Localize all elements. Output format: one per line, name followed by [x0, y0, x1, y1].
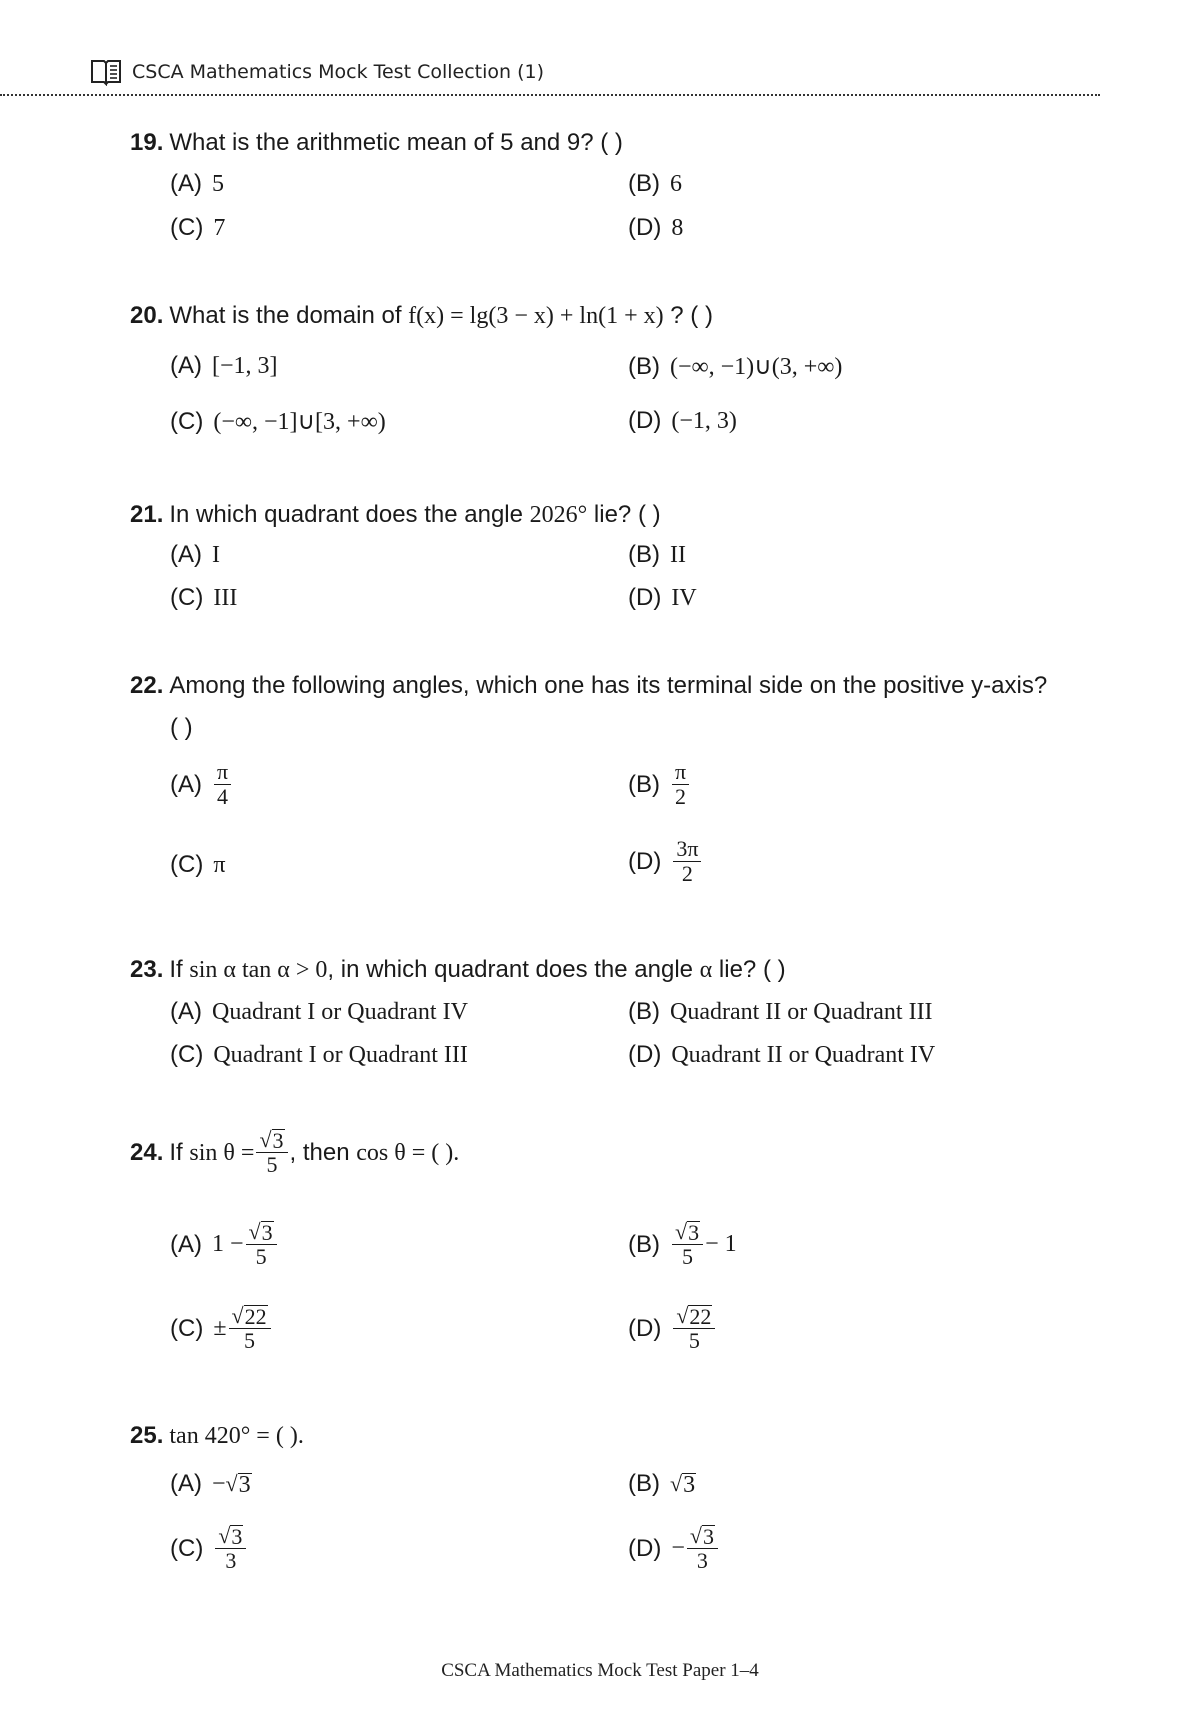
option-19-c[interactable] — [170, 214, 225, 242]
option-label: (C) — [170, 1534, 204, 1562]
fraction — [687, 1524, 718, 1573]
option-label: (C) — [170, 584, 204, 611]
question-24 — [130, 1128, 1120, 1177]
option-23-b[interactable] — [628, 998, 933, 1026]
option-label: (C) — [170, 214, 204, 241]
option-value: Quadrant I or Quadrant IV — [212, 998, 468, 1025]
denominator: 4 — [217, 784, 229, 809]
option-22-b[interactable] — [628, 760, 691, 809]
radicand: 22 — [689, 1304, 712, 1329]
square-root: √ 3 — [689, 1523, 714, 1549]
fraction — [246, 1220, 277, 1269]
option-label: (D) — [628, 407, 662, 434]
question-symbol: α — [699, 957, 713, 983]
question-23 — [130, 953, 1120, 987]
question-25 — [130, 1419, 1120, 1453]
question-text: If — [169, 956, 183, 983]
option-22-a[interactable] — [170, 760, 233, 809]
option-value: Quadrant I or Quadrant III — [213, 1041, 468, 1068]
option-21-d[interactable] — [628, 584, 697, 612]
square-root: √ 3 — [675, 1219, 700, 1245]
option-25-b[interactable] — [628, 1470, 696, 1498]
square-root: √ 3 — [248, 1219, 273, 1245]
option-value: 8 — [671, 214, 684, 241]
option-label: (D) — [628, 847, 662, 875]
option-label: (B) — [628, 170, 660, 197]
radicand: 3 — [688, 1220, 700, 1245]
option-label: (A) — [170, 352, 202, 379]
option-value: 7 — [213, 214, 226, 241]
fraction — [672, 760, 689, 809]
question-number: 23. — [130, 956, 164, 983]
option-value: III — [213, 584, 238, 611]
option-label: (D) — [628, 1314, 662, 1342]
option-label: (C) — [170, 1041, 204, 1068]
radicand: 3 — [261, 1220, 273, 1245]
denominator: 5 — [255, 1244, 267, 1269]
option-22-c[interactable] — [170, 851, 225, 879]
option-19-a[interactable] — [170, 170, 224, 198]
option-value: (−∞, −1]∪[3, +∞) — [213, 409, 386, 435]
question-text-mid: , then — [289, 1138, 350, 1166]
option-20-d[interactable] — [628, 407, 737, 435]
option-21-c[interactable] — [170, 584, 237, 612]
question-text: What is the domain of — [169, 302, 402, 329]
fraction — [215, 1524, 246, 1573]
option-label: (A) — [170, 998, 202, 1025]
question-formula: sin α tan α > 0 — [189, 957, 328, 983]
option-label: (A) — [170, 541, 202, 568]
square-root: √ 22 — [676, 1303, 712, 1329]
radicand: 3 — [238, 1472, 251, 1498]
option-prefix: − — [671, 1535, 685, 1561]
denominator: 2 — [681, 861, 693, 886]
option-label: (B) — [628, 352, 660, 380]
option-19-d[interactable] — [628, 214, 683, 242]
option-23-c[interactable] — [170, 1041, 468, 1069]
option-label: (D) — [628, 1534, 662, 1562]
fraction — [214, 760, 231, 809]
question-number: 19. — [130, 129, 164, 156]
option-19-b[interactable] — [628, 170, 682, 198]
option-23-a[interactable] — [170, 998, 468, 1026]
option-value: Quadrant II or Quadrant III — [670, 998, 933, 1025]
question-number: 22. — [130, 672, 164, 699]
question-20 — [130, 299, 1120, 333]
option-24-b[interactable] — [628, 1220, 737, 1269]
question-19 — [130, 126, 1120, 160]
question-formula: sin θ = — [189, 1139, 255, 1166]
fraction — [673, 837, 701, 886]
square-root: √ 3 — [225, 1471, 251, 1498]
option-label: (B) — [628, 770, 660, 798]
question-text: In which quadrant does the angle — [169, 501, 523, 528]
square-root: √ 22 — [231, 1303, 267, 1329]
option-label: (A) — [170, 1470, 202, 1497]
fraction — [256, 1128, 287, 1177]
option-label: (B) — [628, 1470, 660, 1497]
option-25-a[interactable] — [170, 1470, 252, 1498]
question-number: 20. — [130, 302, 164, 329]
option-25-d[interactable] — [628, 1524, 720, 1573]
option-label: (B) — [628, 1230, 660, 1258]
option-value: Quadrant II or Quadrant IV — [671, 1041, 936, 1068]
question-number: 25. — [130, 1422, 164, 1449]
option-label: (C) — [170, 851, 204, 878]
question-blank: cos θ = ( ). — [356, 1139, 460, 1166]
square-root: √ 3 — [218, 1523, 243, 1549]
numerator: 3π — [673, 837, 701, 862]
option-label: (C) — [170, 1314, 204, 1342]
option-prefix: 1 − — [212, 1231, 244, 1257]
question-number: 24. — [130, 1138, 164, 1166]
page-footer: CSCA Mathematics Mock Test Paper 1–4 — [441, 1660, 759, 1681]
question-formula: 2026° — [529, 502, 588, 528]
question-formula: f(x) = lg(3 − x) + ln(1 + x) — [408, 303, 664, 329]
numerator: π — [214, 760, 231, 785]
option-value: II — [670, 541, 686, 568]
question-text-mid: , in which quadrant does the angle — [327, 956, 693, 983]
question-number: 21. — [130, 501, 164, 528]
page-header — [90, 55, 544, 89]
question-blank: ( ) — [170, 714, 193, 741]
option-value: IV — [671, 584, 697, 611]
option-21-a[interactable] — [170, 541, 220, 569]
option-value: (−1, 3) — [671, 407, 737, 434]
option-prefix: ± — [213, 1315, 227, 1341]
option-label: (A) — [170, 770, 202, 798]
question-22 — [130, 669, 1120, 745]
option-label: (A) — [170, 170, 202, 197]
header-divider — [0, 94, 1100, 96]
option-value: π — [213, 851, 226, 878]
header-title: CSCA Mathematics Mock Test Collection (1) — [132, 61, 545, 83]
option-24-a[interactable] — [170, 1220, 279, 1269]
question-21 — [130, 498, 1120, 532]
option-20-b[interactable] — [628, 352, 842, 381]
option-suffix: − 1 — [705, 1231, 737, 1257]
radicand: 22 — [244, 1304, 267, 1329]
radicand: 3 — [231, 1524, 243, 1549]
denominator: 5 — [266, 1152, 278, 1177]
option-23-d[interactable] — [628, 1041, 935, 1069]
square-root: √ 3 — [670, 1471, 696, 1498]
question-blank: lie? ( ) — [593, 501, 661, 528]
fraction — [229, 1304, 271, 1353]
denominator: 3 — [225, 1548, 237, 1573]
option-22-d[interactable] — [628, 837, 703, 886]
square-root: √ 3 — [259, 1127, 284, 1153]
question-text: Among the following angles, which one has its terminal side on the positive y-axis? — [169, 672, 1048, 699]
numerator: π — [672, 760, 689, 785]
option-24-c[interactable] — [170, 1304, 273, 1353]
option-20-c[interactable] — [170, 407, 386, 436]
fraction — [672, 1220, 703, 1269]
option-value: 5 — [212, 170, 224, 197]
option-prefix: − — [212, 1470, 226, 1497]
option-label: (D) — [628, 1041, 662, 1068]
option-21-b[interactable] — [628, 541, 686, 569]
denominator: 3 — [696, 1548, 708, 1573]
option-value: 6 — [670, 170, 682, 197]
option-value: (−∞, −1)∪(3, +∞) — [670, 354, 843, 380]
fraction — [673, 1304, 715, 1353]
option-20-a[interactable] — [170, 352, 278, 380]
option-label: (C) — [170, 407, 204, 435]
question-text: If — [169, 1138, 183, 1166]
radicand: 3 — [272, 1128, 284, 1153]
option-25-c[interactable] — [170, 1524, 248, 1573]
option-value: [−1, 3] — [212, 352, 278, 379]
option-label: (D) — [628, 584, 662, 611]
radicand: 3 — [702, 1524, 714, 1549]
option-value: I — [212, 541, 220, 568]
denominator: 5 — [688, 1328, 700, 1353]
option-label: (D) — [628, 214, 662, 241]
radicand: 3 — [683, 1472, 696, 1498]
book-icon — [90, 58, 122, 86]
option-label: (A) — [170, 1230, 202, 1258]
question-blank: lie? ( ) — [718, 956, 786, 983]
option-label: (B) — [628, 998, 660, 1025]
denominator: 5 — [682, 1244, 694, 1269]
question-text: What is the arithmetic mean of 5 and 9? ( ) — [169, 129, 623, 156]
denominator: 5 — [244, 1328, 256, 1353]
option-24-d[interactable] — [628, 1304, 717, 1353]
question-blank: ? ( ) — [670, 302, 713, 329]
denominator: 2 — [675, 784, 687, 809]
option-label: (B) — [628, 541, 660, 568]
question-formula: tan 420° = ( ). — [169, 1423, 304, 1449]
